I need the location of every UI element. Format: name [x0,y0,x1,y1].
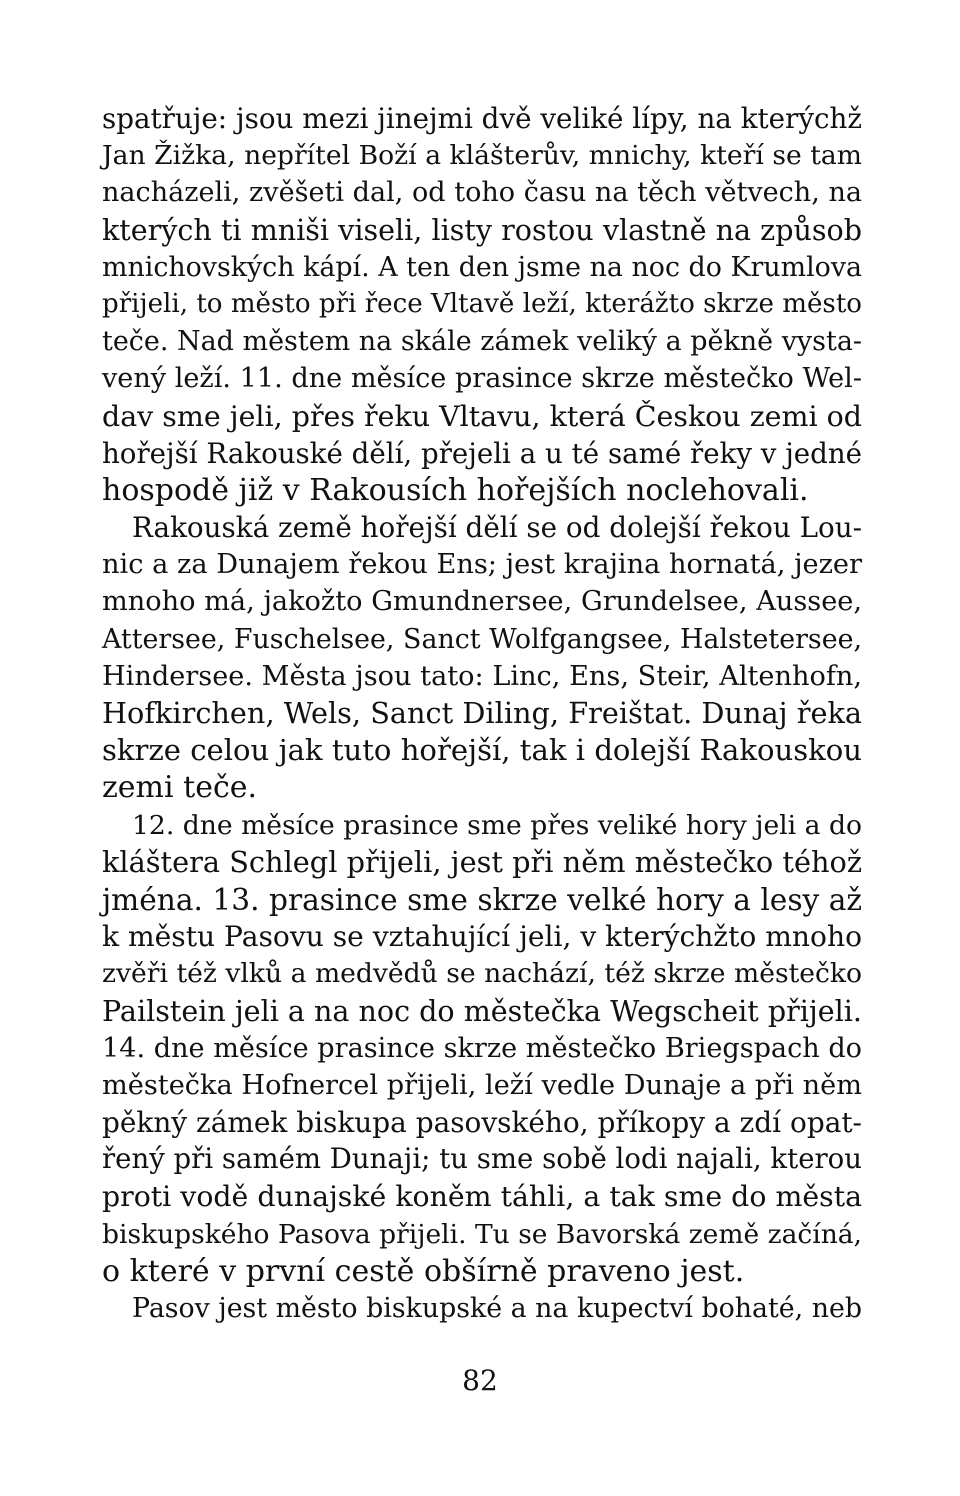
text-line: Attersee, Fuschelsee, Sanct Wolfgangsee, Halstetersee, [102,623,862,655]
text-line: o které v první cestě obšírně praveno jest. [102,1253,745,1289]
text-line: skrze celou jak tuto hořejší, tak i dolejší Rakouskou [102,733,862,768]
text-line: městečka Hofnercel přijeli, leží vedle Dunaje a při něm [102,1069,862,1101]
text-line: Hofkirchen, Wels, Sanct Diling, Freištat. Dunaj řeka [102,696,862,730]
text-line: zemi teče. [102,770,258,806]
text-line: kterých ti mniši viseli, listy rostou vlastně na způsob [102,212,862,247]
text-line: Rakouská země hořejší dělí se od dolejší řekou Lou- [132,511,862,545]
text-line: mnoho má, jakožto Gmundnersee, Grundelsee, Aussee, [102,586,862,618]
text-body [102,100,862,1327]
text-line: dav sme jeli, přes řeku Vltavu, která Českou zemi od [102,399,862,433]
text-line: Pailstein jeli a na noc do městečka Wegscheit přijeli. [102,993,862,1028]
text-line: řený při samém Dunaji; tu sme sobě lodi najali, kterou [102,1143,862,1176]
text-line: Hindersee. Města jsou tato: Linc, Ens, Steir, Altenhofn, [102,660,862,692]
text-line: 14. dne měsíce prasince skrze městečko Briegspach do [102,1032,862,1064]
text-line: k městu Pasovu se vztahující jeli, v kterýchžto mnoho [102,920,862,954]
text-line: hořejší Rakouské dělí, přejeli a u té samé řeky v jedné [102,436,862,470]
text-line: mnichovských kápí. A ten den jsme na noc do Krumlova [102,251,862,283]
text-line: 12. dne měsíce prasince sme přes veliké hory jeli a do [132,809,862,841]
text-line: Pasov jest město biskupské a na kupectví bohaté, neb [132,1293,862,1324]
text-line: přijeli, to město při řece Vltavě leží, kterážto skrze město [102,288,862,319]
text-line: Jan Žižka, nepřítel Boží a klášterův, mnichy, kteří se tam [102,140,862,172]
text-line: kláštera Schlegl přijeli, jest při něm městečko téhož [102,844,862,879]
text-line: nic a za Dunajem řekou Ens; jest krajina hornatá, jezer [102,549,862,581]
text-line: nacházeli, zvěšeti dal, od toho času na těch větvech, na [102,177,862,209]
text-line: spatřuje: jsou mezi jinejmi dvě veliké lípy, na kterýchž [102,102,862,135]
text-line: teče. Nad městem na skále zámek veliký a pěkně vysta- [102,326,862,358]
text-line: proti vodě dunajské koněm táhli, a tak sme do města [102,1180,862,1214]
text-line: hospodě již v Rakousích hořejších noclehovali. [102,472,809,508]
text-line: vený leží. 11. dne měsíce prasince skrze městečko Wel- [102,363,862,395]
text-line: jména. 13. prasince sme skrze velké hory a lesy až [102,881,862,917]
page-number: 82 [462,1364,498,1397]
text-line: biskupského Pasova přijeli. Tu se Bavorská země začíná, [102,1218,862,1250]
text-line: pěkný zámek biskupa pasovského, příkopy a zdí opat- [102,1106,862,1140]
text-line: zvěři též vlků a medvědů se nachází, též skrze městečko [102,958,862,990]
